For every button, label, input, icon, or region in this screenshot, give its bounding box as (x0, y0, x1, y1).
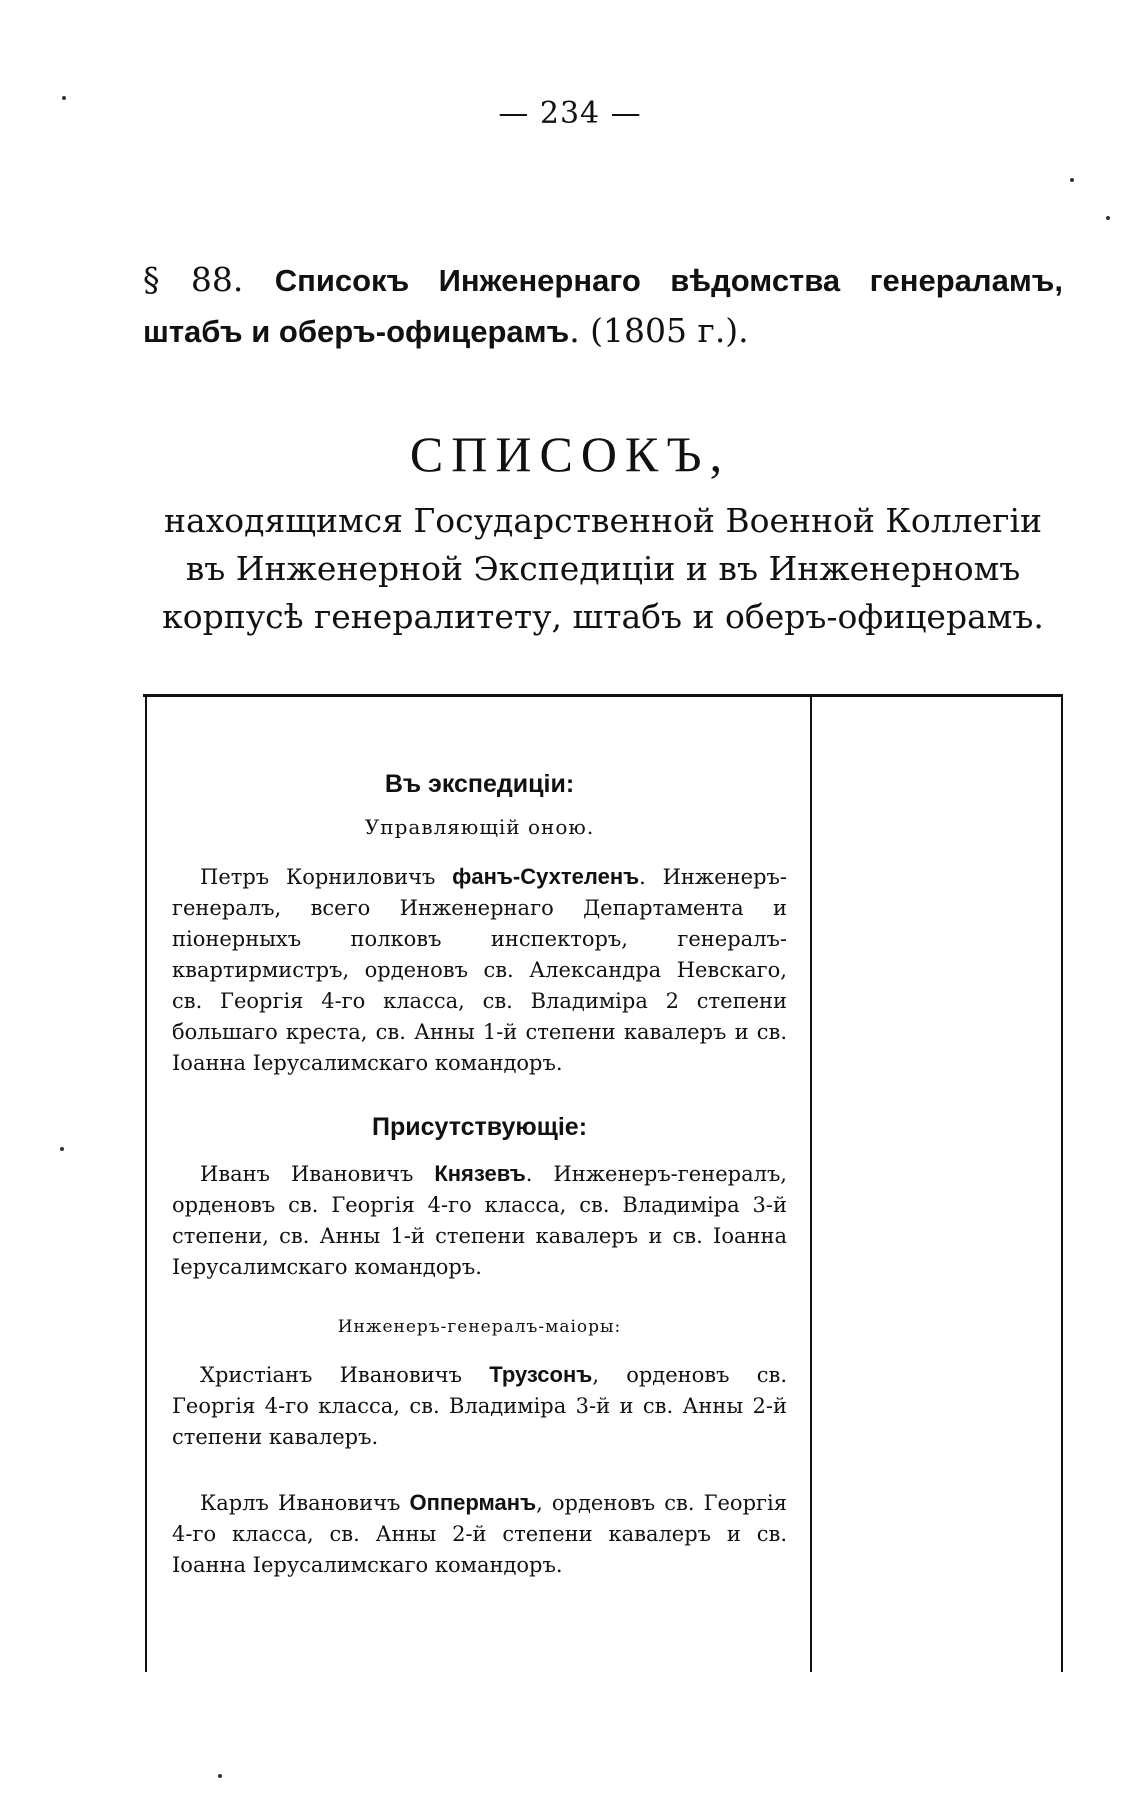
roster-entry (172, 1158, 787, 1283)
entry-details: . Инженеръ-генералъ, всего Инженернаго Департамента и піонерныхъ полковъ инспекторъ, генералъ-квартирмистръ, орденовъ св. Александра Невскаго, св. Георгія 4-го класса, св. Владиміра 2 степени большаго креста, св. Анны 1-й степени кавалеръ и св. Іоанна Іерусалимскаго командоръ. (172, 865, 787, 1075)
entry-surname: Трузсонъ (489, 1362, 593, 1387)
roster-column (172, 770, 787, 1615)
page-number: — 234 — (498, 96, 642, 131)
print-speck (62, 96, 66, 100)
entry-surname: Опперманъ (409, 1490, 537, 1515)
print-speck (1070, 178, 1074, 182)
print-speck (1106, 216, 1110, 220)
entry-given-name: Христіанъ Ивановичъ (200, 1363, 462, 1387)
entry-surname: Князевъ (434, 1161, 526, 1186)
entry-surname: фанъ-Сухтеленъ (452, 864, 640, 889)
entry-details: , орденовъ св. Георгія 4-го класса, св. Анны 2-й степени кавалеръ и св. Іоанна Іерусалимскаго командоръ. (172, 1491, 787, 1577)
entry-given-name: Карлъ Ивановичъ (200, 1491, 401, 1515)
section-heading (143, 255, 1063, 357)
roster-entry (172, 1359, 787, 1453)
expedition-heading: Въ экспедиціи: (384, 770, 575, 798)
section-number: § 88. (143, 260, 244, 299)
print-speck (60, 1147, 64, 1151)
major-generals-heading: Инженеръ-генералъ-маіоры: (337, 1317, 622, 1337)
table-top-rule (143, 694, 1063, 697)
entry-given-name: Петръ Корниловичъ (200, 865, 436, 889)
document-title: СПИСОКЪ, (409, 426, 731, 482)
roster-entry (172, 1487, 787, 1581)
present-heading: Присутствующіе: (371, 1113, 588, 1141)
entry-details: . Инженеръ-генералъ, орденовъ св. Георгія 4-го класса, св. Владиміра 3-й степени, св. Анны 1-й степени кавалеръ и св. Іоанна Іерусалимскаго командоръ. (172, 1162, 787, 1279)
document-subtitle: находящимся Государственной Военной Коллегіи въ Инженерной Экспедиціи и въ Инженерномъ корпусѣ генералитету, штабъ и оберъ-офицерамъ. (162, 501, 1044, 636)
table-right-border (1061, 697, 1063, 1672)
section-title: Списокъ Инженернаго вѣдомства генераламъ, штабъ и оберъ-офицерамъ (143, 263, 1063, 349)
roster-entry (172, 861, 787, 1079)
entry-details: , орденовъ св. Георгія 4-го класса, св. Владиміра 3-й и св. Анны 2-й степени кавалеръ. (172, 1363, 787, 1449)
section-date: . (1805 г.). (569, 311, 749, 350)
manager-heading: Управляющій оною. (364, 815, 595, 839)
table-column-divider (810, 697, 812, 1672)
table-left-border (145, 697, 147, 1672)
entry-given-name: Иванъ Ивановичъ (200, 1162, 414, 1186)
print-speck (218, 1774, 222, 1778)
